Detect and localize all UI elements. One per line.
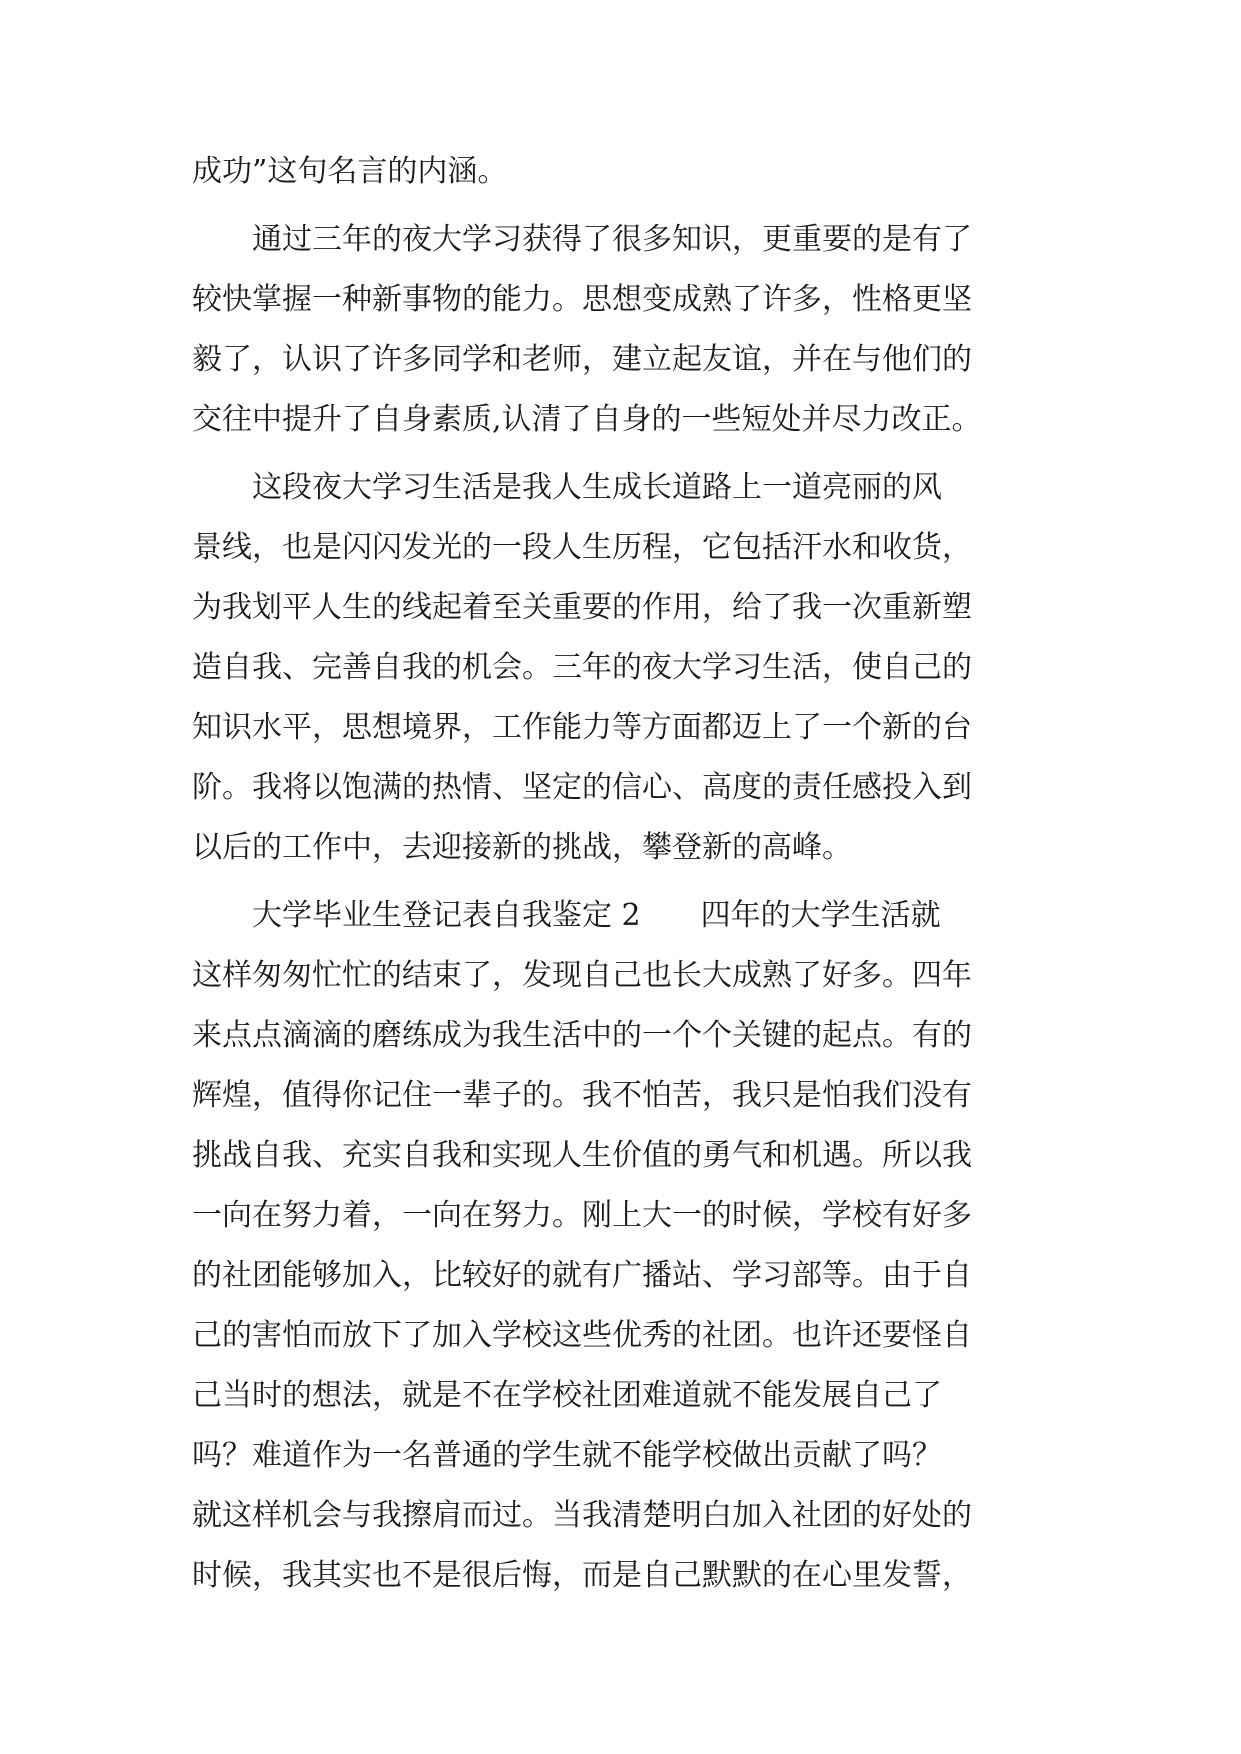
text-line: 知识水平，思想境界，工作能力等方面都迈上了一个新的台 — [192, 710, 972, 745]
text-line: 以后的工作中，去迎接新的挑战，攀登新的高峰。 — [192, 830, 852, 865]
text-line: 景线，也是闪闪发光的一段人生历程，它包括汗水和收货， — [192, 530, 972, 565]
text-line: 阶。我将以饱满的热情、坚定的信心、高度的责任感投入到 — [192, 770, 972, 805]
text-line: 毅了，认识了许多同学和老师，建立起友谊，并在与他们的 — [192, 342, 972, 377]
text-line: 挑战自我、充实自我和实现人生价值的勇气和机遇。所以我 — [192, 1138, 972, 1173]
text-line: 这样匆匆忙忙的结束了，发现自己也长大成熟了好多。四年 — [192, 958, 972, 993]
text-line: 一向在努力着，一向在努力。刚上大一的时候，学校有好多 — [192, 1198, 972, 1233]
text-line: 大学毕业生登记表自我鉴定 2 四年的大学生活就 — [192, 898, 941, 933]
text-line: 成功”这句名言的内涵。 — [192, 154, 508, 189]
text-line: 交往中提升了自身素质,认清了自身的一些短处并尽力改正。 — [192, 402, 982, 437]
text-line: 通过三年的夜大学习获得了很多知识，更重要的是有了 — [192, 222, 972, 257]
text-line: 来点点滴滴的磨练成为我生活中的一个个关键的起点。有的 — [192, 1018, 972, 1053]
text-line: 辉煌，值得你记住一辈子的。我不怕苦，我只是怕我们没有 — [192, 1078, 972, 1113]
text-line: 时候，我其实也不是很后悔，而是自己默默的在心里发誓， — [192, 1558, 972, 1593]
text-line: 造自我、完善自我的机会。三年的夜大学习生活，使自己的 — [192, 650, 972, 685]
text-line: 的社团能够加入，比较好的就有广播站、学习部等。由于自 — [192, 1258, 972, 1293]
text-line: 己的害怕而放下了加入学校这些优秀的社团。也许还要怪自 — [192, 1318, 972, 1353]
text-line: 这段夜大学习生活是我人生成长道路上一道亮丽的风 — [192, 470, 942, 505]
text-line: 就这样机会与我擦肩而过。当我清楚明白加入社团的好处的 — [192, 1498, 972, 1533]
text-line: 为我划平人生的线起着至关重要的作用，给了我一次重新塑 — [192, 590, 972, 625]
text-line: 己当时的想法，就是不在学校社团难道就不能发展自己了 — [192, 1378, 942, 1413]
text-line: 吗？难道作为一名普通的学生就不能学校做出贡献了吗？ — [192, 1438, 942, 1473]
text-line: 较快掌握一种新事物的能力。思想变成熟了许多，性格更坚 — [192, 282, 972, 317]
